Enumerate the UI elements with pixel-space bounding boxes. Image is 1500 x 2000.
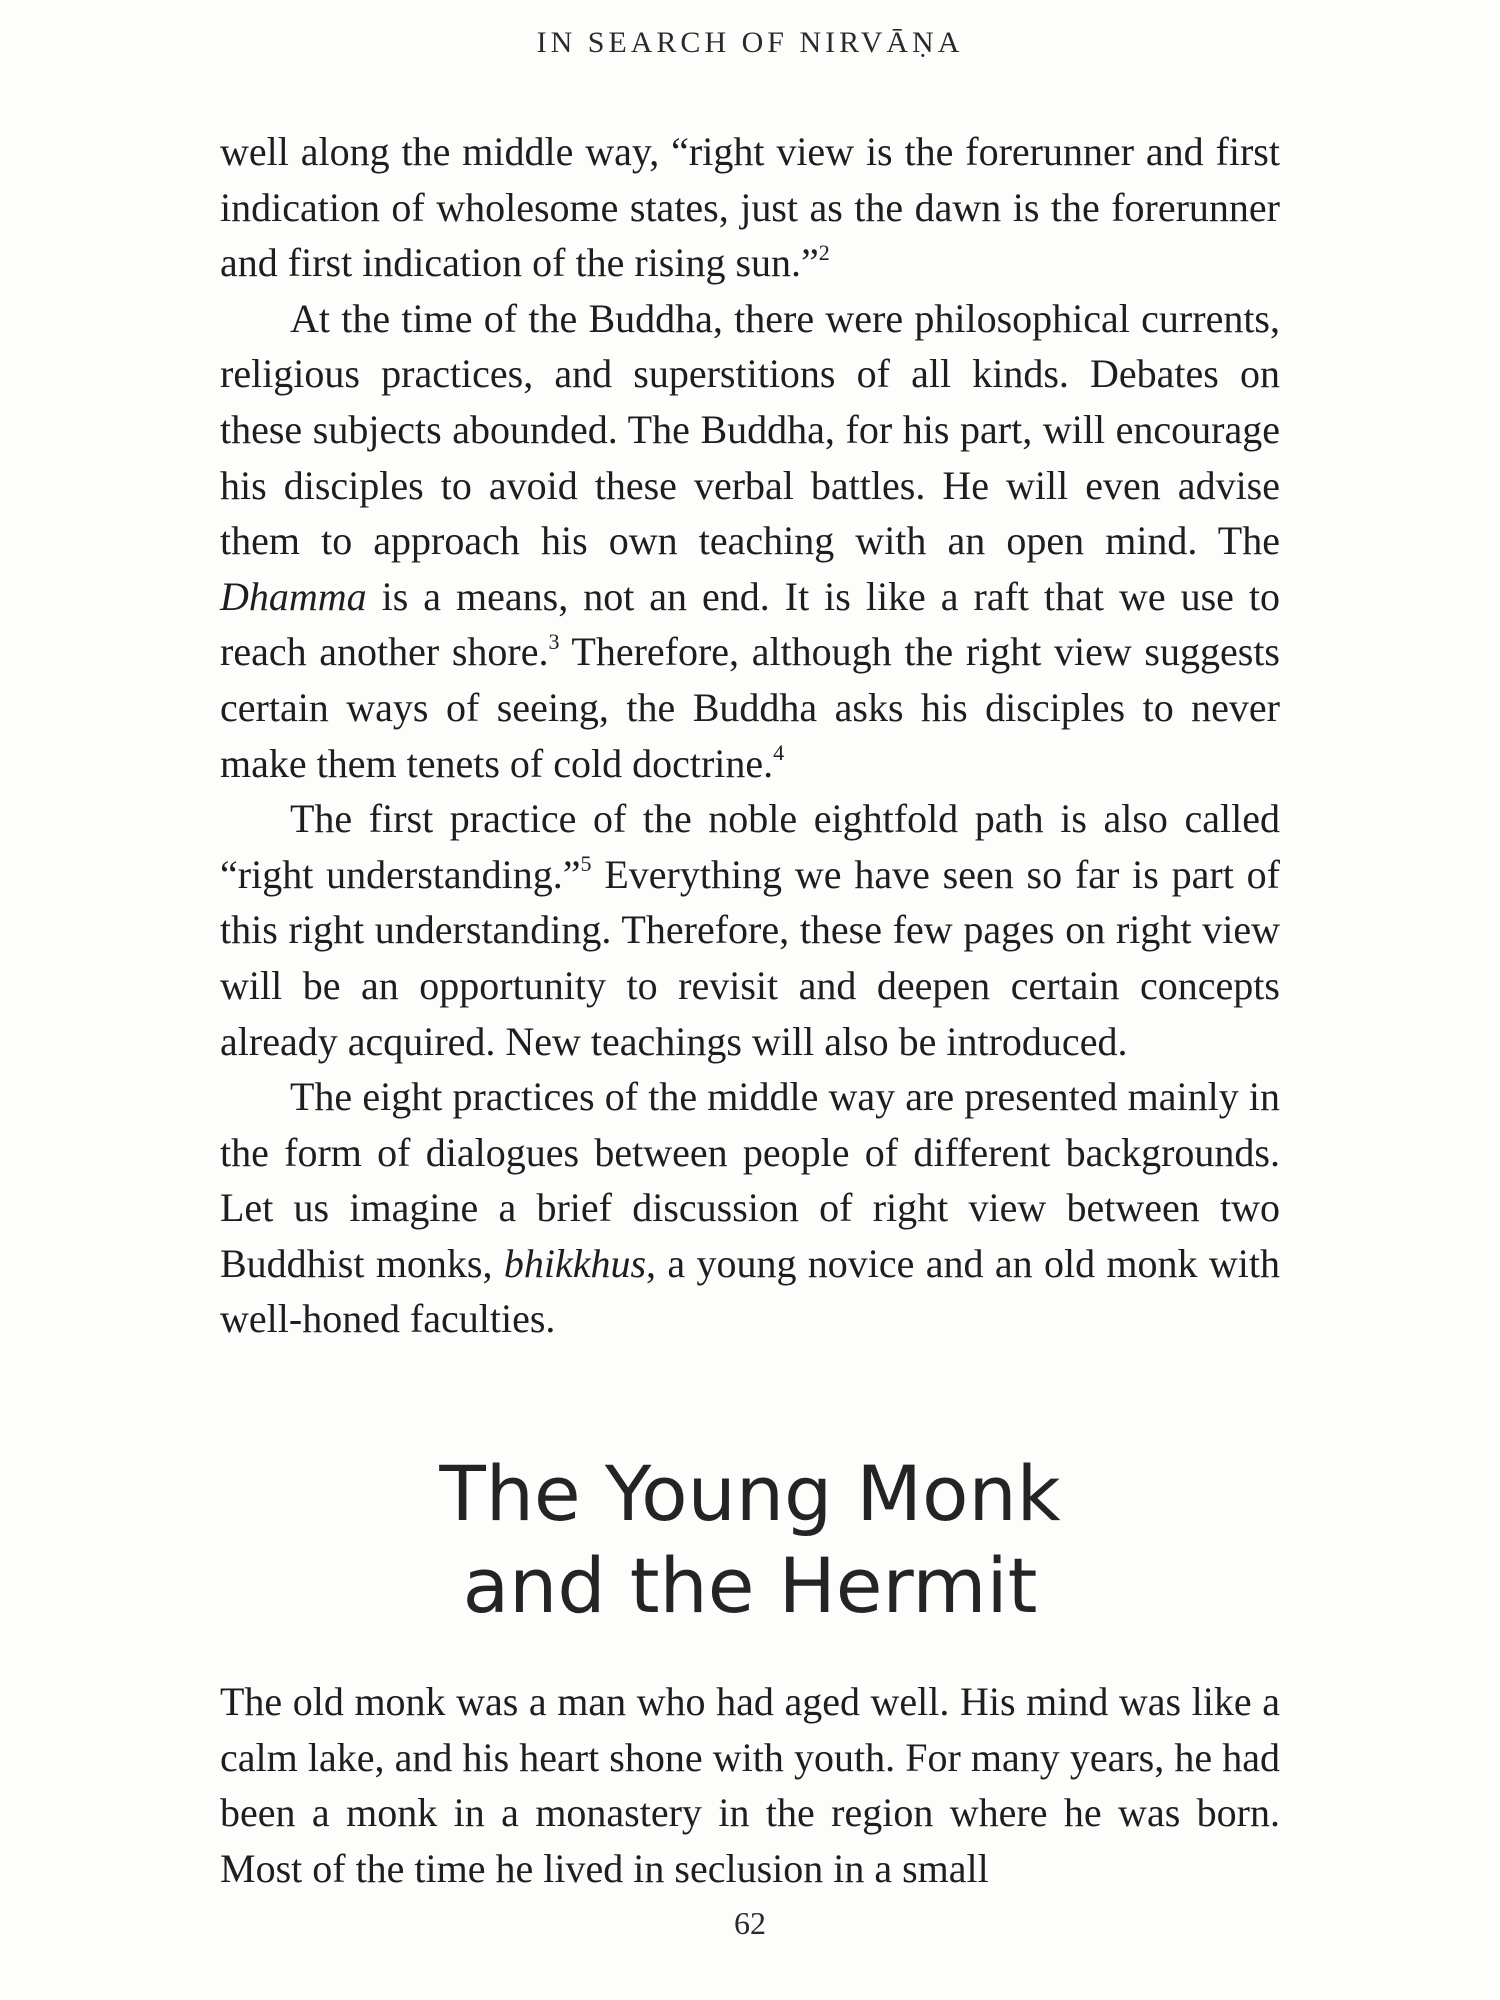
footnote-marker-5: 5 [580,851,592,877]
body-text-section-1 [220,124,1280,1347]
paragraph-2-text-a: At the time of the Buddha, there were philosophical currents, religious practices, and superstitions of all kinds. Debates on these subjects abounded. The Buddha, for his part, will encourage his disciples to avoid these verbal battles. He will even advise them to approach his own teaching with an open mind. The [220,295,1280,564]
paragraph-2-text-c: Therefore, although the right view suggests certain ways of seeing, the Buddha asks his disciples to never make them tenets of cold doctrine. [220,629,1280,786]
paragraph-5 [220,1674,1280,1896]
section-heading [0,1448,1500,1632]
paragraph-3-text-b: Everything we have seen so far is part of this right understanding. Therefore, these few pages on right view will be an opportunity to revisit and deepen certain concepts already acquired. New teachings will also be introduced. [220,851,1280,1064]
paragraph-4-italic-bhikkhus: bhikkhus [503,1240,647,1286]
footnote-marker-4: 4 [773,740,785,766]
paragraph-3 [220,791,1280,1069]
paragraph-2 [220,291,1280,791]
paragraph-4-text-b: , a young novice and an old monk with well-honed faculties. [220,1240,1280,1342]
paragraph-5-text: The old monk was a man who had aged well. His mind was like a calm lake, and his heart shone with youth. For many years, he had been a monk in a monastery in the region where he was born. Most of the time he lived in seclusion in a small [220,1679,1280,1891]
paragraph-2-text-b: is a means, not an end. It is like a raft that we use to reach another shore. [220,573,1280,675]
paragraph-4-text-a: The eight practices of the middle way are presented mainly in the form of dialogues between people of different backgrounds. Let us imagine a brief discussion of right view between two Buddhist monks, [220,1074,1280,1286]
paragraph-3-text-a: The first practice of the noble eightfold path is also called “right understanding.” [220,796,1280,897]
section-heading-line-1: The Young Monk [439,1449,1061,1538]
footnote-marker-2: 2 [818,239,830,265]
section-heading-line-2: and the Hermit [462,1541,1038,1630]
paragraph-1-text: well along the middle way, “right view is the forerunner and first indication of wholesome states, just as the dawn is the forerunner and first indication of the rising sun.” [220,129,1280,286]
paragraph-4 [220,1069,1280,1347]
paragraph-2-italic-dhamma: Dhamma [220,573,367,619]
body-text-section-2 [220,1674,1280,1896]
footnote-marker-3: 3 [548,629,560,655]
page-number: 62 [734,1905,766,1941]
running-head: IN SEARCH OF NIRVĀṆA [536,26,964,59]
paragraph-1 [220,124,1280,291]
